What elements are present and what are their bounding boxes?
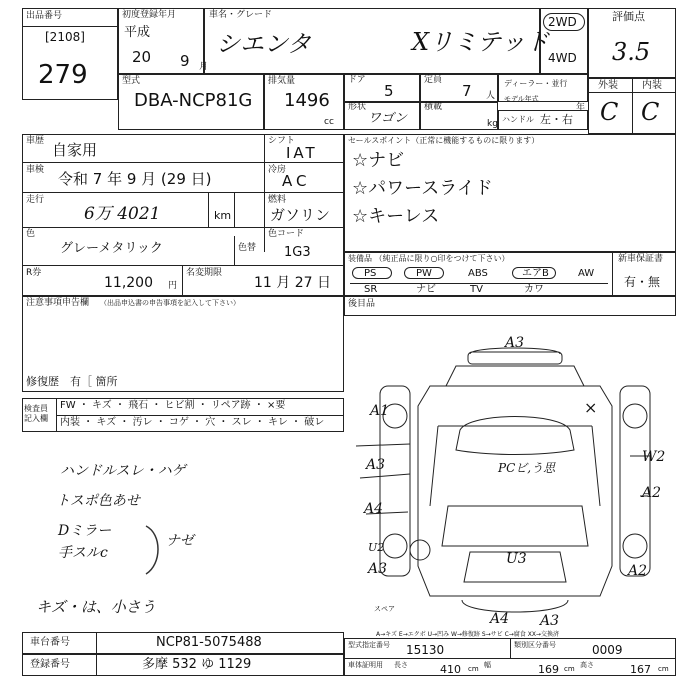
wid-label: 幅: [484, 661, 491, 669]
damage-mark: A2: [628, 563, 648, 579]
model: DBA-NCP81G: [134, 90, 253, 111]
inspection-label: 車検: [26, 165, 45, 175]
selling-point-item: ☆パワースライド: [352, 178, 493, 199]
recycle: 11,200: [104, 275, 153, 291]
divider: [22, 265, 344, 266]
color-change-label: 色替: [238, 243, 257, 253]
equip-pw: PW: [416, 268, 432, 279]
interior-row: 内装 ・ キズ ・ 汚レ ・ コゲ ・ 穴 ・ スレ ・ キレ ・ 破レ: [60, 417, 325, 428]
divider: [632, 78, 633, 134]
divider: [612, 252, 613, 296]
reg-year-label: 初度登録年月: [122, 10, 177, 20]
handwritten-note: ナゼ: [166, 533, 194, 549]
era: 平成: [124, 25, 151, 40]
month-unit: 月: [199, 62, 209, 72]
cap-unit: 人: [486, 91, 496, 101]
mileage-label: 走行: [26, 195, 45, 205]
handwritten-note: 手スルc: [58, 545, 108, 561]
dim-label: 車体証明用: [348, 661, 383, 669]
divider: [510, 638, 511, 658]
inspector-label: 検査員記入欄: [24, 404, 48, 423]
repair: 有［ 箇所: [70, 375, 118, 388]
damage-mark: PCビ,う思: [498, 461, 556, 475]
warranty: 有・無: [624, 275, 661, 289]
damage-mark: U2: [368, 541, 385, 554]
damage-mark: A4: [364, 501, 384, 517]
selling-point-item: ☆ナビ: [352, 150, 405, 171]
int-grade: C: [641, 98, 660, 126]
cm-unit: cm: [468, 665, 479, 673]
load-unit: kg: [487, 119, 498, 129]
equip-leather: カワ: [524, 284, 544, 295]
handwritten-note: ハンドルスレ・ハゲ: [60, 463, 186, 479]
damage-mark: A1: [370, 403, 390, 419]
year-unit: 年: [576, 103, 586, 113]
damage-mark: A4: [490, 611, 510, 627]
divider: [234, 192, 235, 227]
model-year-label: モデル年式: [504, 95, 539, 103]
tax-date: 11 月 27 日: [254, 275, 331, 291]
shape: ワゴン: [368, 111, 408, 126]
rear-seat-label: 後目品: [348, 299, 376, 309]
tax-label: 名変期限: [186, 268, 223, 278]
lot-number: 279: [38, 60, 88, 90]
shift: IAT: [286, 144, 318, 162]
selling-point-item: ☆キーレス: [352, 206, 440, 227]
equip-abs: ABS: [468, 268, 488, 279]
handle-label: ハンドル: [502, 115, 534, 124]
damage-mark: A3: [540, 613, 560, 629]
len: 410: [440, 663, 461, 676]
shape-label: 形状: [348, 102, 367, 112]
lot-label: 出品番号: [26, 11, 63, 21]
load-label: 積載: [424, 102, 443, 112]
chassis: NCP81-5075488: [156, 635, 262, 650]
hgt-label: 高さ: [580, 661, 594, 669]
divider: [264, 134, 265, 252]
door-label: ドア: [348, 75, 366, 85]
color-label: 色: [26, 229, 36, 239]
disp-label: 排気量: [268, 76, 296, 86]
fw-row: FW ・ キズ ・ 飛石 ・ ヒビ割 ・ リペア跡 ・ ×要: [60, 400, 286, 411]
divider: [22, 192, 344, 193]
shift-label: シフト: [268, 136, 296, 146]
class-no: 0009: [592, 643, 623, 657]
damage-mark: A3: [366, 457, 386, 473]
divider: [208, 192, 209, 227]
divider: [22, 162, 344, 163]
ext-label: 外装: [598, 80, 618, 91]
handwritten-note: Dミラー: [58, 523, 112, 539]
score-label: 評価点: [612, 10, 645, 23]
dealer-label: ディーラー・並行: [504, 79, 568, 88]
spare-label: スペア: [374, 605, 395, 613]
ac-label: 冷房: [268, 165, 287, 175]
divider: [22, 227, 344, 228]
inspection: 令和 7 年 9 月 (29 日): [58, 170, 212, 188]
model-label: 型式: [122, 76, 141, 86]
color-code-label: 色コード: [268, 229, 305, 239]
reg: 多摩 532 ゆ 1129: [142, 657, 252, 672]
new-warranty-label: 新車保証書: [618, 254, 664, 264]
damage-mark: U3: [506, 551, 527, 567]
drive-2wd: 2WD: [548, 15, 577, 29]
divider: [22, 26, 118, 27]
divider: [234, 236, 235, 265]
lot-code: [2108]: [45, 30, 85, 44]
cm-unit: cm: [564, 665, 575, 673]
grade: Xリミテッド: [412, 28, 550, 56]
damage-mark: A3: [505, 335, 525, 351]
reg-label: 登録番号: [30, 659, 70, 670]
car-diagram: [350, 326, 680, 629]
recycle-label: R券: [26, 268, 42, 278]
mileage: 6万 4021: [84, 204, 161, 224]
handle: 左・右: [540, 113, 573, 126]
caution-note: （出品申込書の申告事項を記入して下さい）: [100, 299, 240, 307]
score: 3.5: [612, 38, 651, 66]
equip-sr: SR: [364, 284, 378, 295]
type-no: 15130: [406, 643, 445, 657]
name-label: 車名・グレード: [209, 10, 273, 20]
fuel-label: 燃料: [268, 195, 287, 205]
bracket-mark: [140, 520, 170, 580]
legend: A→キズ E→エクボ U→凹み W→修復跡 S→サビ C→腐食 XX→交換済: [376, 631, 559, 638]
doors: 5: [384, 82, 394, 100]
equip-aw: AW: [578, 268, 595, 279]
caution-label: 注意事項申告欄: [26, 298, 90, 308]
rear-seat-box: [344, 296, 676, 316]
car-name: シエンタ: [216, 30, 312, 58]
repair-label: 修復歴: [26, 375, 59, 388]
equipment-label: 装備品 （純正品に限り○印をつけて下さい）: [348, 254, 510, 263]
year: 20: [132, 48, 152, 66]
damage-mark: A2: [642, 485, 662, 501]
yen: 円: [168, 281, 178, 291]
divider: [182, 265, 183, 296]
chassis-label: 車台番号: [30, 637, 70, 648]
hgt: 167: [630, 663, 651, 676]
divider: [344, 658, 676, 659]
color-code: 1G3: [284, 245, 311, 260]
color: グレーメタリック: [60, 241, 163, 256]
int-label: 内装: [642, 80, 662, 91]
divider: [56, 415, 344, 416]
capacity: 7: [462, 82, 472, 100]
class-no-label: 類別区分番号: [514, 641, 556, 649]
divider: [588, 92, 676, 93]
damage-mark: W2: [642, 449, 666, 465]
disp: 1496: [284, 90, 330, 111]
mileage-unit: km: [214, 209, 232, 222]
handwritten-note: トスポ色あせ: [56, 493, 140, 509]
fuel: ガソリン: [270, 206, 331, 224]
equip-tv: TV: [470, 284, 483, 295]
equip-ps: PS: [364, 268, 377, 279]
equip-airbag: エアB: [522, 268, 549, 279]
damage-mark: ×: [584, 398, 598, 417]
cap-label: 定員: [424, 75, 443, 85]
type-no-label: 型式指定番号: [348, 641, 390, 649]
use: 自家用: [52, 141, 98, 159]
equip-navi: ナビ: [416, 284, 436, 295]
ext-grade: C: [600, 98, 619, 126]
wid: 169: [538, 663, 559, 676]
month: 9: [180, 52, 190, 70]
cm-unit: cm: [658, 665, 669, 673]
damage-mark: A3: [368, 561, 388, 577]
ac: AC: [282, 172, 311, 190]
selling-points-label: セールスポイント（正常に機能するものに限ります）: [348, 136, 540, 145]
use-label: 車歴: [26, 136, 45, 146]
drive-4wd: 4WD: [548, 51, 577, 65]
len-label: 長さ: [394, 661, 408, 669]
handwritten-note: キズ・は、小さう: [36, 598, 156, 616]
disp-unit: cc: [324, 117, 334, 127]
